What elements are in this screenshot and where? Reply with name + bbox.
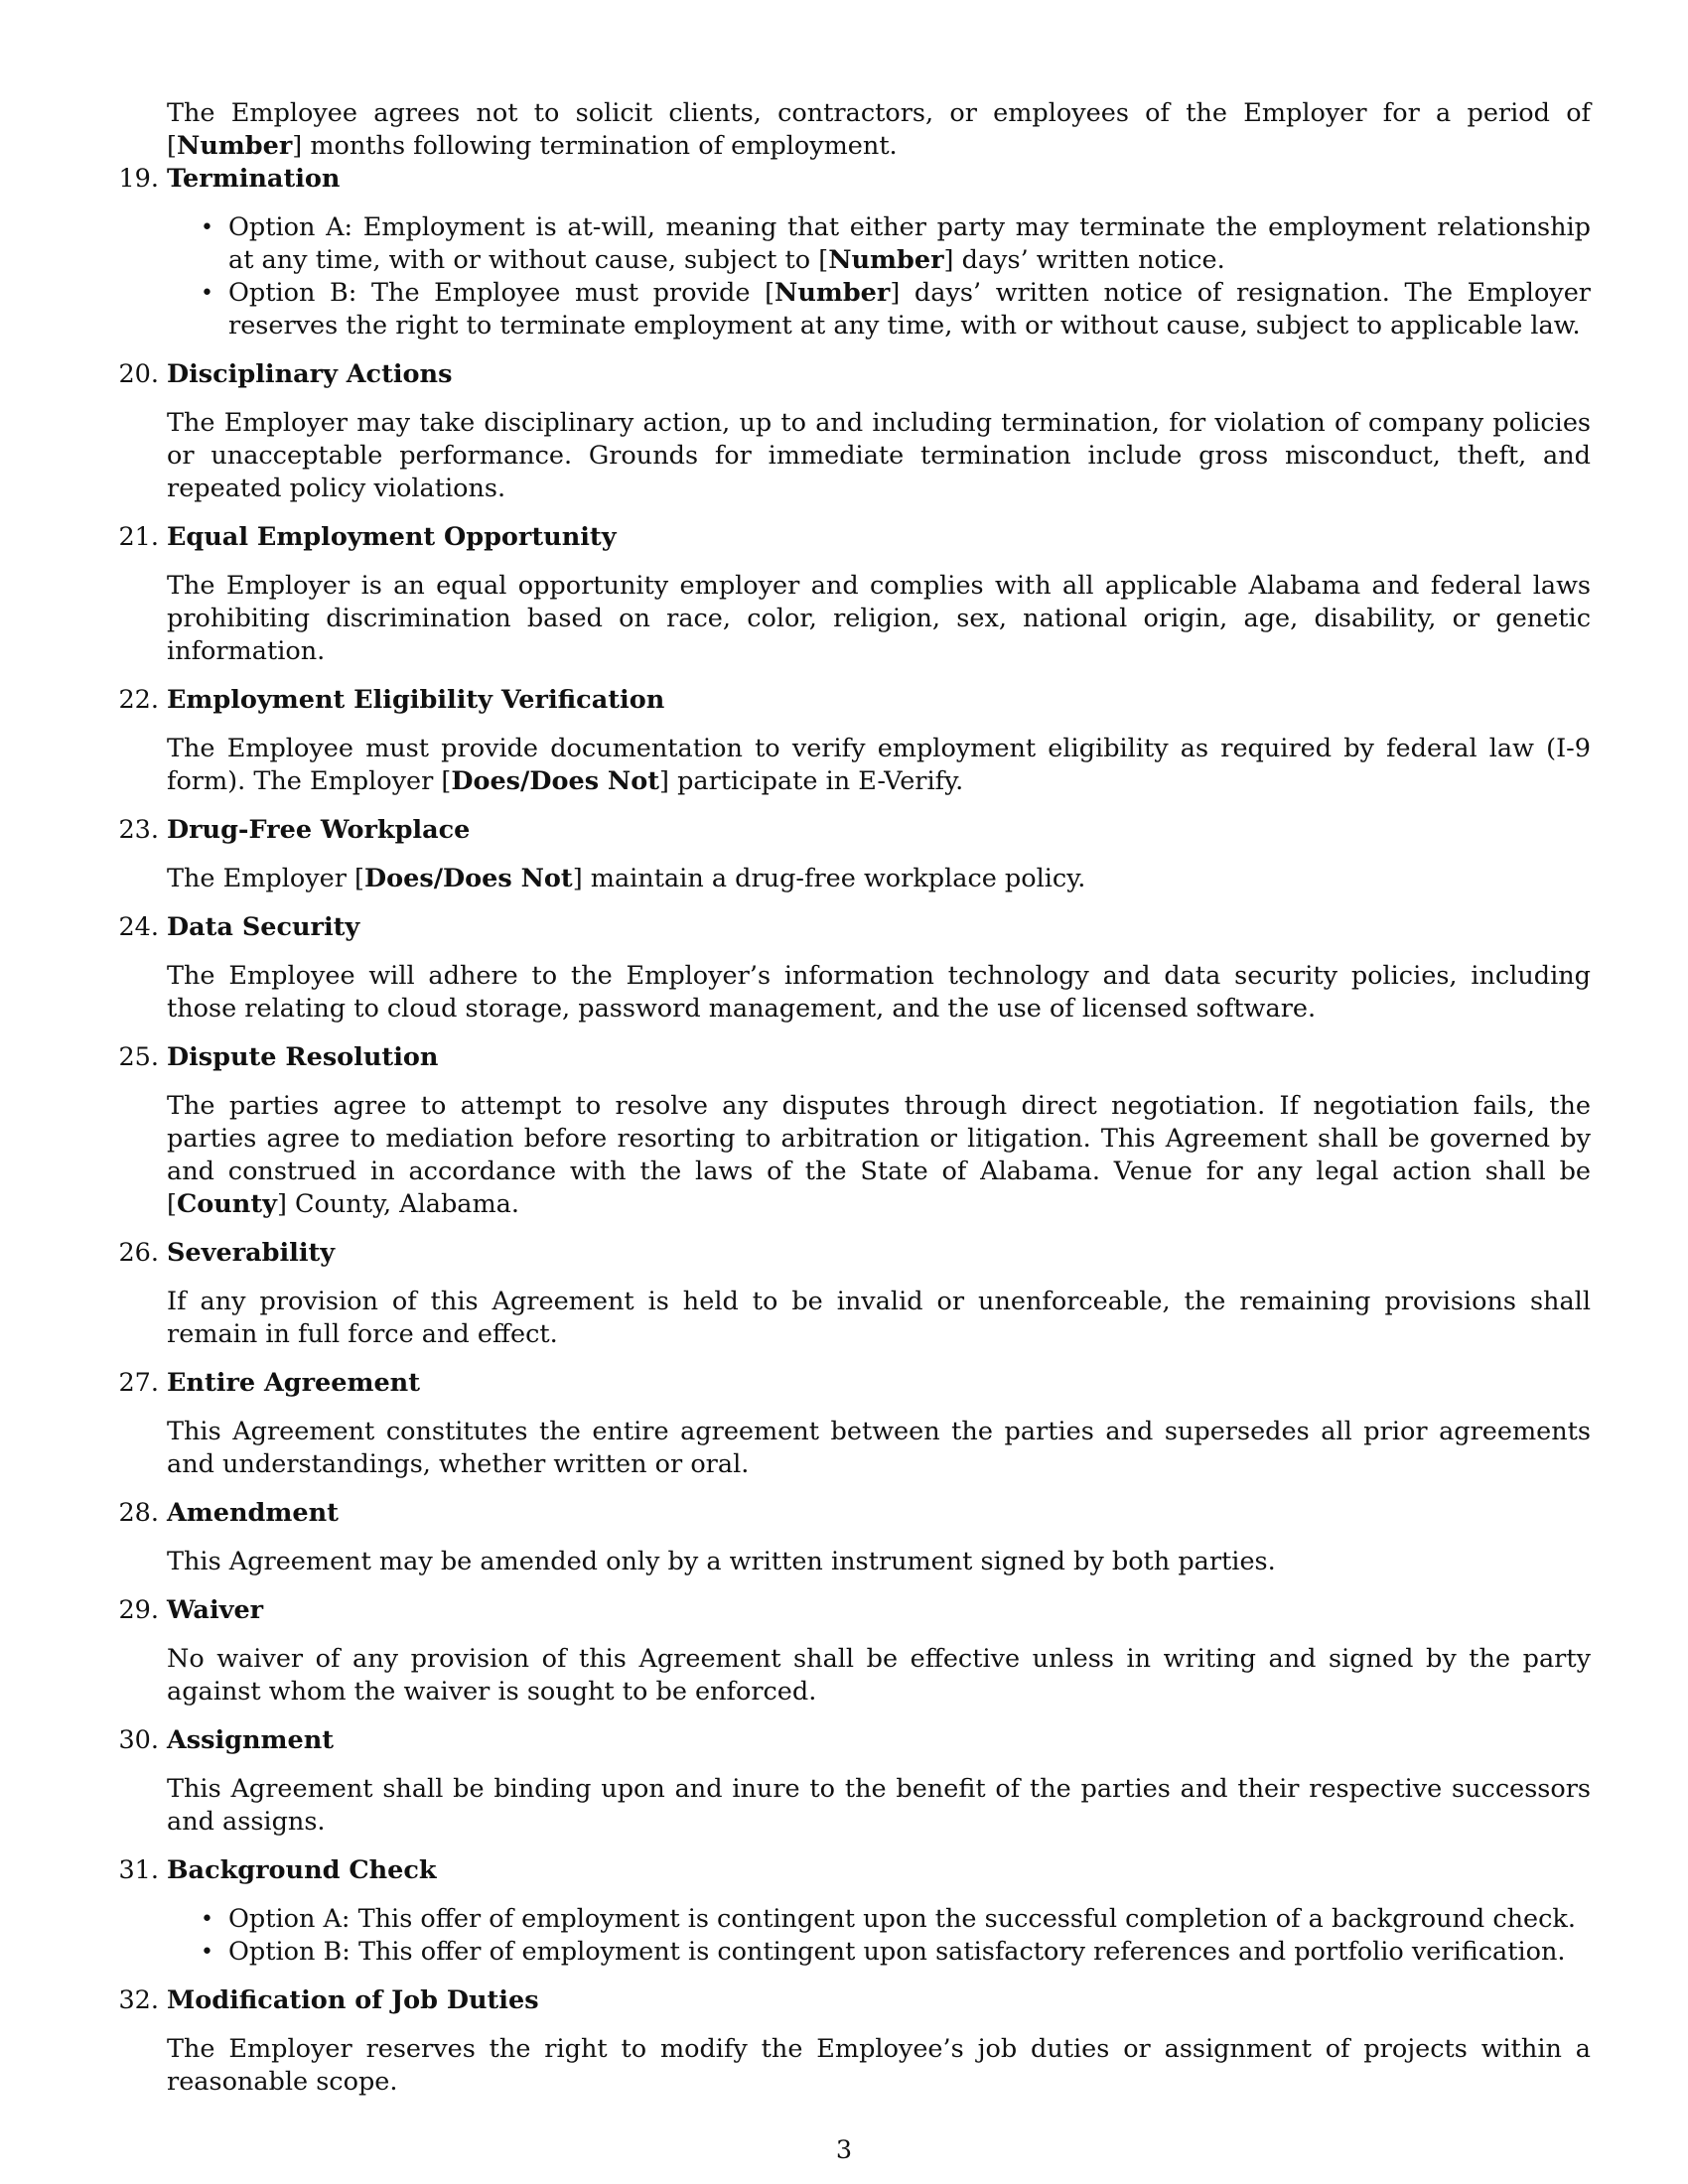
section-title: Equal Employment Opportunity [167, 522, 617, 552]
section-waiver [118, 1594, 1591, 1708]
section-title: Assignment [167, 1725, 335, 1755]
section-background-check [118, 1854, 1591, 1969]
section-employment-eligibility-verification [118, 684, 1591, 798]
section-number: 25. [118, 1042, 159, 1072]
section-heading [118, 1724, 1591, 1757]
page-number: 3 [835, 2135, 853, 2165]
section-title: Employment Eligibility Verification [167, 685, 665, 715]
section-title: Termination [167, 164, 341, 194]
placeholder-does-does-not: Does/Does Not [364, 864, 573, 893]
section-title: Background Check [167, 1855, 437, 1885]
placeholder-county: County [176, 1189, 277, 1219]
section-drug-free-workplace [118, 814, 1591, 895]
section-heading [118, 163, 1591, 196]
bullet-icon: • [201, 281, 213, 306]
section-severability [118, 1237, 1591, 1351]
section-body: The Employer is an equal opportunity employer and complies with all applicable Alabama and federal laws prohibiting discrimination based on race, color, religion, sex, national origin, age, disability, or genetic information. [167, 571, 1591, 666]
section-dispute-resolution [118, 1041, 1591, 1221]
option-item: • Option A: Employment is at-will, meaning that either party may terminate the employment relationship at any time, with or without cause, subject to [Number] days’ written notice. [201, 212, 1591, 275]
section-number: 24. [118, 912, 159, 942]
bullet-icon: • [201, 215, 213, 240]
section-number: 32. [118, 1985, 159, 2015]
option-item: • Option A: This offer of employment is contingent upon the successful completion of a background check. [201, 1904, 1576, 1934]
section-heading [118, 1497, 1591, 1530]
bullet-icon: • [201, 1940, 213, 1965]
section-number: 26. [118, 1238, 159, 1268]
section-assignment [118, 1724, 1591, 1839]
section-heading [118, 1984, 1591, 2017]
section-termination [118, 163, 1591, 342]
section-body: The parties agree to attempt to resolve any disputes through direct negotiation. If negotiation fails, the parties agree to mediation before resorting to arbitration or litigation. This Agreement shall be governed by and construed in accordance with the laws of the State of Alabama. Venue for any legal action shall be [County] County, Alabama. [167, 1091, 1591, 1219]
option-list [167, 1903, 1591, 1969]
section-body: The Employer [Does/Does Not] maintain a drug-free workplace policy. [167, 864, 1086, 893]
bullet-icon: • [201, 1907, 213, 1932]
section-number: 22. [118, 685, 159, 715]
section-number: 20. [118, 359, 159, 389]
section-disciplinary-actions [118, 358, 1591, 505]
option-item: • Option B: This offer of employment is contingent upon satisfactory references and portfolio verification. [201, 1937, 1566, 1967]
section-title: Waiver [167, 1595, 264, 1625]
section-heading [118, 358, 1591, 391]
section-body: If any provision of this Agreement is held to be invalid or unenforceable, the remaining provisions shall remain in full force and effect. [167, 1287, 1591, 1349]
section-number: 19. [118, 164, 159, 194]
placeholder-number: Number [774, 278, 891, 308]
section-body: No waiver of any provision of this Agreement shall be effective unless in writing and signed by the party against whom the waiver is sought to be enforced. [167, 1644, 1591, 1706]
section-number: 28. [118, 1498, 159, 1528]
section-heading [118, 684, 1591, 717]
section-heading [118, 1041, 1591, 1074]
section-number: 30. [118, 1725, 159, 1755]
section-body: The Employer reserves the right to modify the Employee’s job duties or assignment of projects within a reasonable scope. [167, 2034, 1591, 2097]
section-amendment [118, 1497, 1591, 1578]
section-number: 27. [118, 1368, 159, 1398]
placeholder-number: Number [176, 131, 293, 161]
section-body: The Employee will adhere to the Employer’s information technology and data security policies, including those relating to cloud storage, password management, and the use of licensed software. [167, 961, 1591, 1024]
section-number: 29. [118, 1595, 159, 1625]
section-heading [118, 911, 1591, 944]
section-data-security [118, 911, 1591, 1025]
option-list [167, 211, 1591, 342]
placeholder-number: Number [828, 245, 944, 275]
document-page [118, 97, 1591, 2115]
section-equal-employment-opportunity [118, 521, 1591, 668]
section-number: 21. [118, 522, 159, 552]
placeholder-does-does-not: Does/Does Not [451, 766, 660, 796]
section-body: This Agreement may be amended only by a written instrument signed by both parties. [167, 1547, 1276, 1576]
section-title: Amendment [167, 1498, 339, 1528]
section-modification-of-job-duties [118, 1984, 1591, 2099]
section-title: Entire Agreement [167, 1368, 420, 1398]
section-body: This Agreement shall be binding upon and inure to the benefit of the parties and their respective successors and assigns. [167, 1774, 1591, 1837]
section-number: 31. [118, 1855, 159, 1885]
intro-paragraph: The Employee agrees not to solicit clients, contractors, or employees of the Employer for a period of [Number] months following termination of employment. [167, 98, 1591, 161]
section-title: Drug-Free Workplace [167, 815, 471, 845]
section-body: The Employer may take disciplinary action, up to and including termination, for violation of company policies or unacceptable performance. Grounds for immediate termination include gross misconduct, theft, and repeated policy violations. [167, 408, 1591, 503]
section-entire-agreement [118, 1367, 1591, 1481]
section-number: 23. [118, 815, 159, 845]
section-heading [118, 521, 1591, 554]
option-item: • Option B: The Employee must provide [Number] days’ written notice of resignation. The Employer reserves the right to terminate employment at any time, with or without cause, subject to applicable law. [201, 278, 1591, 341]
section-heading [118, 1237, 1591, 1270]
section-heading [118, 1367, 1591, 1400]
section-title: Data Security [167, 912, 360, 942]
section-heading [118, 814, 1591, 847]
section-body: The Employee must provide documentation to verify employment eligibility as required by federal law (I-9 form). The Employer [Does/Does Not] participate in E-Verify. [167, 734, 1591, 796]
section-title: Disciplinary Actions [167, 359, 453, 389]
section-heading [118, 1594, 1591, 1627]
section-title: Severability [167, 1238, 336, 1268]
section-title: Dispute Resolution [167, 1042, 439, 1072]
section-title: Modification of Job Duties [167, 1985, 539, 2015]
section-heading [118, 1854, 1591, 1887]
section-body: This Agreement constitutes the entire agreement between the parties and supersedes all prior agreements and understandings, whether written or oral. [167, 1417, 1591, 1479]
